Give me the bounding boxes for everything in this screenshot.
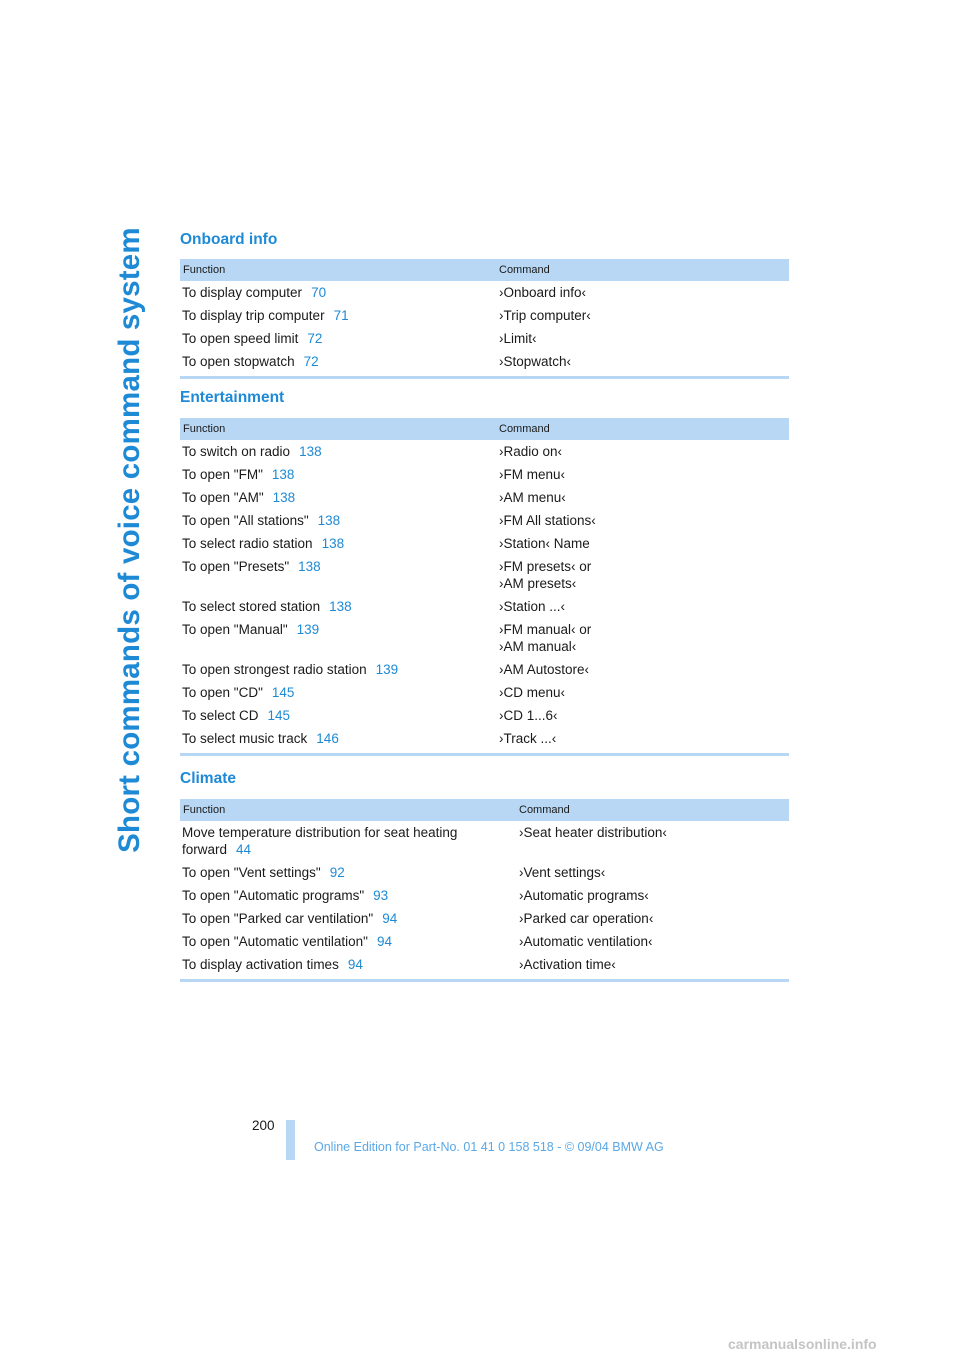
function-text: To open "All stations" xyxy=(182,513,309,528)
footer-bar xyxy=(286,1120,295,1160)
table-row xyxy=(180,304,789,327)
table-row xyxy=(180,486,789,509)
function-text: To open "FM" xyxy=(182,467,263,482)
page-link[interactable]: 93 xyxy=(373,888,389,903)
section-title: Onboard info xyxy=(180,231,278,248)
table-row xyxy=(180,281,789,304)
column-header-function: Function xyxy=(180,259,495,281)
page-link[interactable]: 138 xyxy=(272,490,296,505)
function-text: To open stopwatch xyxy=(182,354,295,369)
table-header xyxy=(180,799,789,821)
page-link[interactable]: 145 xyxy=(267,708,291,723)
command-text: ›Limit‹ xyxy=(499,331,537,346)
column-header-command: Command xyxy=(495,259,789,281)
command-text: ›Activation time‹ xyxy=(519,957,616,972)
table-row xyxy=(180,861,789,884)
command-text: ›Vent settings‹ xyxy=(519,865,606,880)
page-link[interactable]: 72 xyxy=(307,331,323,346)
page-link[interactable]: 138 xyxy=(317,513,341,528)
page-link[interactable]: 145 xyxy=(271,685,295,700)
command-text: ›Track ...‹ xyxy=(499,731,557,746)
command-text: ›AM menu‹ xyxy=(499,490,566,505)
table-row xyxy=(180,884,789,907)
page-link[interactable]: 139 xyxy=(296,622,320,637)
command-text: ›CD menu‹ xyxy=(499,685,566,700)
command-text: ›Automatic programs‹ xyxy=(519,888,649,903)
function-text: To select CD xyxy=(182,708,259,723)
function-text: To open "Automatic programs" xyxy=(182,888,365,903)
table-row xyxy=(180,350,789,378)
table-header xyxy=(180,418,789,440)
section-title: Climate xyxy=(180,770,236,787)
function-text: To open "Vent settings" xyxy=(182,865,321,880)
function-text: To open "Parked car ventilation" xyxy=(182,911,374,926)
table-row xyxy=(180,327,789,350)
command-text: ›AM presets‹ xyxy=(499,576,577,591)
function-text: To select music track xyxy=(182,731,308,746)
command-text: ›CD 1...6‹ xyxy=(499,708,558,723)
table-row xyxy=(180,681,789,704)
page-number: 200 xyxy=(252,1118,275,1133)
function-text: To open "Presets" xyxy=(182,559,290,574)
page-link[interactable]: 70 xyxy=(311,285,327,300)
table-row xyxy=(180,595,789,618)
table-row xyxy=(180,930,789,953)
command-text: ›AM manual‹ xyxy=(499,639,577,654)
function-text: To open "Automatic ventilation" xyxy=(182,934,368,949)
footer-text: Online Edition for Part-No. 01 41 0 158 518 - © 09/04 BMW AG xyxy=(314,1140,664,1154)
page-link[interactable]: 139 xyxy=(375,662,399,677)
function-text: To open speed limit xyxy=(182,331,299,346)
table-header xyxy=(180,259,789,281)
function-text: To display trip computer xyxy=(182,308,325,323)
table-row xyxy=(180,463,789,486)
command-text: ›Seat heater distribution‹ xyxy=(519,825,667,840)
table-row xyxy=(180,658,789,681)
function-text: To open "AM" xyxy=(182,490,264,505)
command-text: ›Stopwatch‹ xyxy=(499,354,572,369)
page-link[interactable]: 94 xyxy=(347,957,363,972)
column-header-function: Function xyxy=(180,799,515,821)
command-text: ›Onboard info‹ xyxy=(499,285,587,300)
command-text: ›Station‹ Name xyxy=(499,536,590,551)
function-text: To open "Manual" xyxy=(182,622,288,637)
function-text: Move temperature distribution for seat heating forward xyxy=(182,825,458,857)
page-link[interactable]: 138 xyxy=(298,559,321,574)
command-text: ›Radio on‹ xyxy=(499,444,563,459)
page-link[interactable]: 92 xyxy=(329,865,345,880)
section-entertainment xyxy=(180,387,789,756)
section-title: Entertainment xyxy=(180,389,285,406)
table-row xyxy=(180,440,789,463)
table-row xyxy=(180,532,789,555)
page-link[interactable]: 138 xyxy=(299,444,322,459)
column-header-function: Function xyxy=(180,418,495,440)
table-row xyxy=(180,618,789,658)
function-text: To open strongest radio station xyxy=(182,662,367,677)
table-row xyxy=(180,704,789,727)
command-text: ›AM Autostore‹ xyxy=(499,662,590,677)
watermark: carmanualsonline.info xyxy=(728,1336,877,1352)
table-row xyxy=(180,821,789,861)
command-table xyxy=(180,799,789,982)
page-link[interactable]: 94 xyxy=(376,934,392,949)
page-link[interactable]: 71 xyxy=(333,308,349,323)
column-header-command: Command xyxy=(495,418,789,440)
table-row xyxy=(180,727,789,755)
command-text: ›Parked car operation‹ xyxy=(519,911,654,926)
function-text: To display activation times xyxy=(182,957,339,972)
page-link[interactable]: 94 xyxy=(382,911,398,926)
function-text: To select radio station xyxy=(182,536,313,551)
command-text: ›FM manual‹ or xyxy=(499,622,592,637)
page-link[interactable]: 138 xyxy=(271,467,295,482)
column-header-command: Command xyxy=(515,799,789,821)
section-climate xyxy=(180,768,789,982)
command-text: ›Automatic ventilation‹ xyxy=(519,934,653,949)
command-text: ›FM All stations‹ xyxy=(499,513,596,528)
table-row xyxy=(180,953,789,981)
section-onboard-info xyxy=(180,229,789,379)
command-text: ›FM menu‹ xyxy=(499,467,566,482)
side-title xyxy=(104,229,156,851)
command-table xyxy=(180,259,789,379)
command-text: ›Trip computer‹ xyxy=(499,308,591,323)
page-link[interactable]: 72 xyxy=(303,354,319,369)
table-row xyxy=(180,509,789,532)
table-row xyxy=(180,907,789,930)
function-text: To select stored station xyxy=(182,599,321,614)
table-row xyxy=(180,555,789,595)
command-text: ›Station ...‹ xyxy=(499,599,566,614)
page-link[interactable]: 146 xyxy=(316,731,339,746)
function-text: To switch on radio xyxy=(182,444,291,459)
command-table xyxy=(180,418,789,756)
function-text: To open "CD" xyxy=(182,685,263,700)
page-link[interactable]: 44 xyxy=(236,842,252,857)
page-link[interactable]: 138 xyxy=(321,536,345,551)
page-link[interactable]: 138 xyxy=(329,599,352,614)
function-text: To display computer xyxy=(182,285,303,300)
command-text: ›FM presets‹ or xyxy=(499,559,592,574)
side-title-text: Short commands of voice command system xyxy=(113,227,147,853)
